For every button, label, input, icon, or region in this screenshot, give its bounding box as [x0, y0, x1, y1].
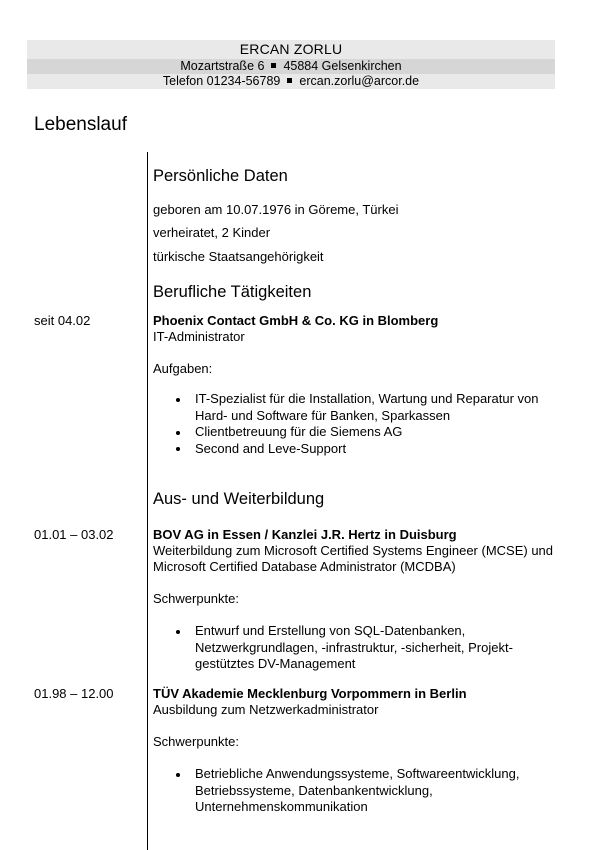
personal-line: türkische Staatsangehörigkeit [153, 249, 324, 264]
entry-role: Weiterbildung zum Microsoft Certified Systems Engineer (MCSE) und Microsoft Certified Database Administrator (MCDBA) [153, 543, 554, 574]
personal-line: geboren am 10.07.1976 in Göreme, Türkei [153, 202, 399, 217]
entry-company: BOV AG in Essen / Kanzlei J.R. Hertz in Duisburg [153, 527, 457, 542]
entry-date: seit 04.02 [34, 313, 91, 328]
entry-subheading: Schwerpunkte: [153, 734, 239, 749]
section-title-personal: Persönliche Daten [153, 167, 288, 185]
entry-company: Phoenix Contact GmbH & Co. KG in Blomberg [153, 313, 439, 328]
entry-role: Ausbildung zum Netzwerkadministrator [153, 702, 379, 717]
personal-line: verheiratet, 2 Kinder [153, 225, 271, 240]
city: 45884 Gelsenkirchen [283, 59, 402, 73]
task-list [176, 391, 571, 457]
list-item: Clientbetreuung für die Siemens AG [176, 424, 571, 441]
entry-role: IT-Administrator [153, 329, 245, 344]
entry-company: TÜV Akademie Mecklenburg Vorpommern in Berlin [153, 686, 467, 701]
phone: Telefon 01234-56789 [162, 74, 281, 88]
focus-list [176, 623, 551, 673]
street: Mozartstraße 6 [180, 59, 265, 73]
resume-header [27, 40, 555, 89]
list-item: Second and Leve-Support [176, 441, 571, 458]
contact-line [27, 74, 555, 89]
vertical-divider [147, 152, 148, 850]
list-item: Entwurf und Erstellung von SQL-Datenbanken, Netzwerkgrundlagen, -infrastruktur, -sicherheit, Projekt-gestütztes DV-Management [176, 623, 551, 673]
list-item: IT-Spezialist für die Installation, Wartung und Reparatur von Hard- und Software für Banken, Sparkassen [176, 391, 571, 424]
entry-date: 01.98 – 12.00 [34, 686, 114, 701]
entry-subheading: Schwerpunkte: [153, 591, 239, 606]
document-title: Lebenslauf [34, 114, 127, 135]
list-item: Betriebliche Anwendungssysteme, Softwareentwicklung, Betriebssysteme, Datenbankentwicklung, Unternehmenskommunikation [176, 766, 551, 816]
email[interactable]: ercan.zorlu@arcor.de [299, 74, 420, 88]
separator-square-icon [271, 63, 276, 68]
applicant-name: ERCAN ZORLU [27, 40, 555, 59]
entry-date: 01.01 – 03.02 [34, 527, 114, 542]
section-title-education: Aus- und Weiterbildung [153, 490, 325, 508]
section-title-work: Berufliche Tätigkeiten [153, 283, 312, 301]
focus-list [176, 766, 551, 816]
entry-subheading: Aufgaben: [153, 361, 213, 376]
separator-square-icon [287, 78, 292, 83]
address-line [27, 59, 555, 74]
